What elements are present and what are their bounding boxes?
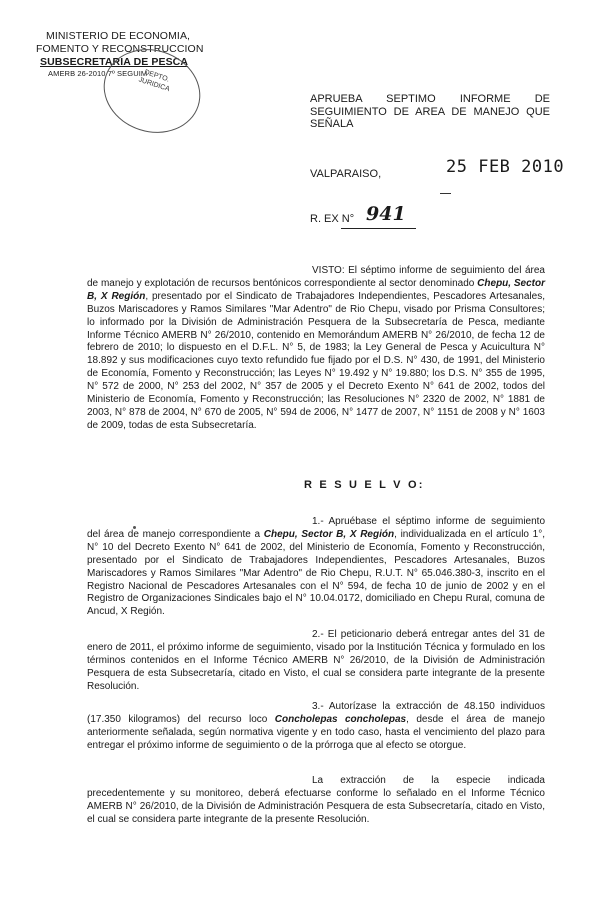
visto-lead: VISTO: El séptimo informe de seguimiento del área de manejo y explotación de recursos bentónicos correspondiente al sector denominado [87, 265, 545, 289]
rex-underline [341, 228, 416, 229]
point-1-rest: , individualizada en el artículo 1°, N° 10 del Decreto Exento N° 641 de 2002, del Ministerio de Economía, Fomento y Reconstrucción, presentado por el Sindicato de Trabajadores Independientes, Pescadores Artesanales, Buzos Mariscadores y Ramos Similares "Mar Adentro" de Rio Chepu, R.U.T. N° 65.046.380-3, inscrito en el Registro Nacional de Pescadores Artesanales con el N° 594, de fecha 10 de junio de 2002 y en el Registro de Organizaciones Sindicales bajo el N° 10.04.0172, domiciliado en Chepu Rural, comuna de Ancud, X Región. [87, 528, 546, 618]
header-fomento: FOMENTO Y RECONSTRUCCION [36, 43, 204, 55]
stamp-text: DEPTO. JURIDICA [137, 68, 171, 94]
point-1-sector: Chepu, Sector B, X Región [263, 528, 395, 540]
header-reference: AMERB 26-2010 7º SEGUIM [48, 69, 148, 78]
header-subsecretaria: SUBSECRETARIA DE PESCA [40, 56, 189, 68]
point-3-species: Concholepas concholepas [274, 713, 407, 725]
visto-paragraph [87, 265, 545, 433]
point-4: La extracción de la especie indicada precedentemente y su monitoreo, deberá efectuarse conforme lo señalado en el Informe Técnico AMERB N° 26/2010, de la División de Administración Pesquera de esta Subsecretaría, citado en Visto, el cual se considera parte integrante de la presente Resolución. [87, 775, 545, 825]
resolution-date: 25 FEB 2010 [446, 157, 565, 177]
rex-label: R. EX N° [310, 213, 355, 225]
place-label: VALPARAISO, [310, 168, 382, 180]
visto-sector: Chepu, Sector B, X Región [87, 277, 546, 302]
point-3-lead: 3.- Autorízase la extracción de 48.150 individuos (17.350 kilogramos) del recurso loco [87, 701, 545, 725]
point-3-rest: , desde el área de manejo anteriormente señalada, según normativa vigente y en todo caso, hasta el vencimiento del plazo para entregar el próximo informe de seguimiento o de la prórroga que al efecto se otorgue. [87, 713, 545, 751]
point-1-lead: 1.- Apruébase el séptimo informe de seguimiento del área de manejo correspondiente a [87, 516, 545, 540]
header-ministry: MINISTERIO DE ECONOMIA, [46, 30, 191, 42]
point-2: 2.- El peticionario deberá entregar antes del 31 de enero de 2011, el próximo informe de seguimiento, visado por la Institución Técnica y formulado en los términos contenidos en el Informe Técnico AMERB N° 26/2010, de la División de Administración Pesquera de esta Subsecretaría, citado en Visto, el cual se considera parte integrante de la presente Resolución. [87, 629, 545, 692]
margin-mark [440, 193, 451, 194]
point-1 [87, 516, 545, 619]
resolution-title: APRUEBA SEPTIMO INFORME DE SEGUIMIENTO DE AREA DE MANEJO QUE SEÑALA [310, 93, 550, 130]
resuelvo-heading: R E S U E L V O: [304, 479, 425, 491]
rex-number: 941 [366, 203, 406, 225]
point-3 [87, 701, 545, 753]
visto-rest: , presentado por el Sindicato de Trabajadores Independientes, Pescadores Artesanales, Buzos Mariscadores y Ramos Similares "Mar Adentro" de Rio Chepu, visado por Prisma Consultores; lo informado por la División de Administración Pesquera de la Subsecretaría de Pesca, mediante Informe Técnico AMERB N° 26/2010, contenido en Memorándum AMERB N° 26/2010, de fecha 12 de febrero de 2010; lo dispuesto en el D.F.L. N° 5, de 1983; la Ley General de Pesca y Acuicultura N° 18.892 y sus modificaciones cuyo texto refundido fue fijado por el D.S. N° 430, de 1991, del Ministerio de Economía, Fomento y Reconstrucción; las Leyes N° 19.492 y N° 19.880; los D.S. N° 355 de 1995, N° 572 de 2000, N° 253 del 2002, N° 357 de 2005 y el Decreto Exento N° 641 de 2002, todos del Ministerio de Economía, Fomento y Reconstrucción; las Resoluciones N° 2320 de 2002, N° 1881 de 2003, N° 878 de 2004, N° 670 de 2005, N° 594 de 2006, N° 1477 de 2007, N° 1151 de 2008 y N° 1603 de 2009, todas de esta Subsecretaría. [87, 290, 545, 431]
